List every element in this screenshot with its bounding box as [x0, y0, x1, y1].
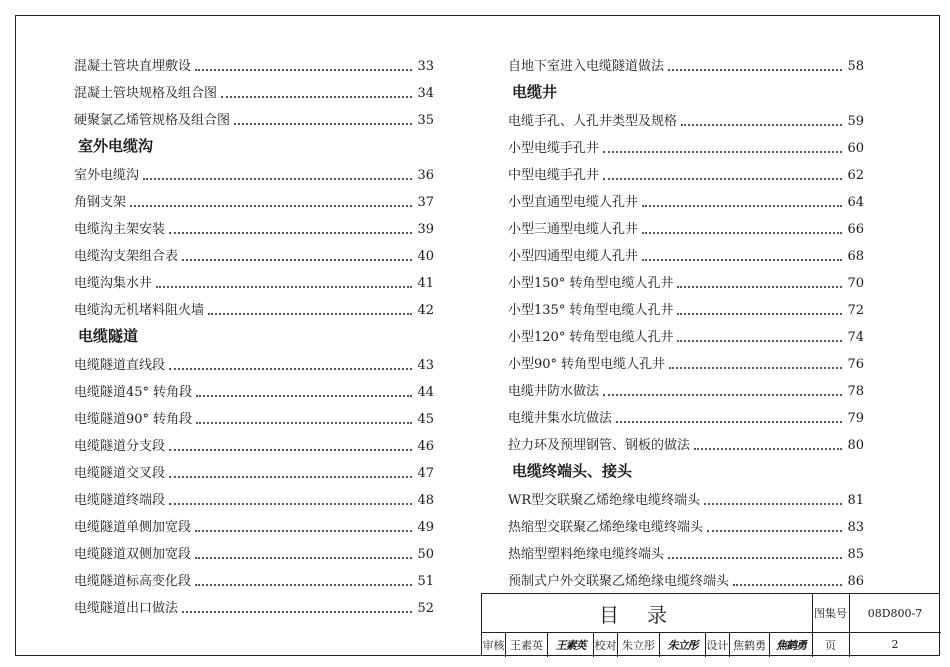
toc-entry [74, 157, 434, 184]
toc-entry-title: 电缆隧道分支段 [74, 439, 166, 454]
review-label: 审核 [482, 632, 506, 657]
dot-leader [603, 149, 842, 153]
toc-entry [508, 292, 864, 319]
toc-entry-page: 76 [847, 357, 864, 372]
toc-entry-title: 电缆手孔、人孔井类型及规格 [508, 114, 678, 129]
toc-entry [508, 400, 864, 427]
dot-leader [195, 582, 412, 586]
title-block [481, 593, 940, 656]
toc-entry [74, 102, 434, 129]
page-number: 2 [891, 638, 899, 651]
toc-entry [508, 184, 864, 211]
toc-entry-page: 70 [847, 276, 864, 291]
dot-leader [130, 203, 412, 207]
check-label: 校对 [594, 632, 618, 657]
dot-leader [195, 528, 412, 532]
toc-entry [74, 238, 434, 265]
dot-leader [196, 393, 412, 397]
dot-leader [694, 446, 842, 450]
toc-entry-title: 电缆隧道双侧加宽段 [74, 547, 192, 562]
toc-entry-title: 混凝土管块直埋敷设 [74, 59, 192, 74]
dot-leader [677, 311, 842, 315]
toc-entry [508, 157, 864, 184]
toc-entry [508, 130, 864, 157]
atlas-number-label: 图集号 [812, 594, 850, 633]
toc-entry-title: 小型120° 转角型电缆人孔井 [508, 330, 674, 345]
toc-entry-title: 预制式户外交联聚乙烯绝缘电缆终端头 [508, 574, 730, 589]
toc-entry-title: 室外电缆沟 [74, 168, 140, 183]
toc-entry-page: 44 [417, 385, 434, 400]
section-heading: 电缆终端头、接头 [512, 462, 633, 480]
dot-leader [677, 284, 842, 288]
toc-entry-page: 46 [417, 439, 434, 454]
designer-name: 焦鹤勇 [730, 632, 770, 657]
toc-entry [74, 428, 434, 455]
dot-leader [707, 528, 842, 532]
dot-leader [169, 366, 412, 370]
toc-entry-page: 39 [417, 222, 434, 237]
toc-entry-page: 79 [847, 411, 864, 426]
toc-entry-title: 电缆隧道终端段 [74, 493, 166, 508]
toc-entry [508, 103, 864, 130]
toc-entry [508, 211, 864, 238]
toc-entry-title: 小型135° 转角型电缆人孔井 [508, 303, 674, 318]
toc-entry [74, 211, 434, 238]
toc-left-column [74, 48, 434, 617]
toc-entry-page: 45 [417, 412, 434, 427]
toc-entry [508, 346, 864, 373]
toc-entry-page: 35 [417, 113, 434, 128]
section-heading: 室外电缆沟 [78, 137, 154, 155]
dot-leader [616, 419, 842, 423]
toc-entry-title: 电缆隧道出口做法 [74, 601, 179, 616]
page-label: 页 [812, 632, 850, 657]
toc-entry-title: 电缆沟支架组合表 [74, 249, 179, 264]
toc-entry-page: 62 [847, 168, 864, 183]
toc-entry-title: 小型三通型电缆人孔井 [508, 222, 639, 237]
toc-entry-title: 混凝土管块规格及组合图 [74, 86, 218, 101]
dot-leader [182, 609, 412, 613]
dot-leader [642, 230, 842, 234]
toc-entry-page: 59 [847, 114, 864, 129]
toc-entry [508, 563, 864, 590]
toc-entry [74, 48, 434, 75]
toc-entry [508, 48, 864, 75]
toc-entry-title: 小型直通型电缆人孔井 [508, 195, 639, 210]
toc-entry-page: 78 [847, 384, 864, 399]
toc-entry-page: 58 [847, 59, 864, 74]
toc-entry-title: 小型电缆手孔井 [508, 141, 600, 156]
toc-entry-title: 电缆沟集水井 [74, 276, 153, 291]
toc-entry-title: 角钢支架 [74, 195, 127, 210]
toc-entry [74, 509, 434, 536]
toc-entry [74, 184, 434, 211]
toc-entry [508, 536, 864, 563]
dot-leader [169, 501, 412, 505]
toc-entry-page: 52 [417, 601, 434, 616]
toc-entry [74, 265, 434, 292]
toc-entry [508, 482, 864, 509]
toc-entry-page: 64 [847, 195, 864, 210]
document-title: 目录 [482, 594, 813, 633]
toc-entry [74, 455, 434, 482]
dot-leader [143, 176, 412, 180]
dot-leader [169, 230, 412, 234]
toc-entry [74, 563, 434, 590]
toc-entry [74, 590, 434, 617]
signature-row [482, 632, 813, 657]
dot-leader [704, 501, 842, 505]
toc-entry [74, 292, 434, 319]
toc-entry-page: 74 [847, 330, 864, 345]
toc-entry-title: 小型90° 转角型电缆人孔井 [508, 357, 666, 372]
toc-entry-title: 中型电缆手孔井 [508, 168, 600, 183]
checker-name: 朱立彤 [618, 632, 660, 657]
toc-entry-page: 34 [417, 86, 434, 101]
dot-leader [669, 365, 842, 369]
toc-entry [74, 482, 434, 509]
dot-leader [603, 392, 842, 396]
dot-leader [221, 94, 412, 98]
toc-entry-title: WR型交联聚乙烯绝缘电缆终端头 [508, 493, 701, 508]
checker-signature: 朱立彤 [660, 632, 706, 657]
toc-entry-title: 拉力环及预埋钢管、钢板的做法 [508, 438, 691, 453]
dot-leader [182, 257, 412, 261]
toc-entry-page: 40 [417, 249, 434, 264]
toc-entry [74, 374, 434, 401]
toc-entry-title: 电缆沟主架安装 [74, 222, 166, 237]
toc-entry-page: 42 [417, 303, 434, 318]
toc-entry [74, 347, 434, 374]
toc-entry-page: 51 [417, 574, 434, 589]
toc-entry-page: 81 [847, 493, 864, 508]
toc-entry [508, 265, 864, 292]
reviewer-name: 王素英 [506, 632, 548, 657]
toc-entry [74, 75, 434, 102]
dot-leader [234, 121, 412, 125]
toc-entry-page: 68 [847, 249, 864, 264]
dot-leader [603, 176, 842, 180]
toc-entry [508, 373, 864, 400]
dot-leader [169, 474, 412, 478]
toc-entry-page: 33 [417, 59, 434, 74]
toc-right-column [508, 48, 864, 590]
toc-entry [508, 238, 864, 265]
dot-leader [677, 338, 842, 342]
toc-entry-title: 电缆沟无机堵料阻火墙 [74, 303, 205, 318]
toc-entry-page: 83 [847, 520, 864, 535]
design-label: 设计 [706, 632, 730, 657]
toc-entry-title: 热缩型交联聚乙烯绝缘电缆终端头 [508, 520, 704, 535]
dot-leader [169, 447, 412, 451]
dot-leader [156, 284, 412, 288]
dot-leader [642, 203, 842, 207]
toc-entry-title: 电缆隧道标高变化段 [74, 574, 192, 589]
toc-entry-page: 85 [847, 547, 864, 562]
dot-leader [196, 420, 412, 424]
dot-leader [208, 311, 412, 315]
dot-leader [668, 67, 842, 71]
toc-entry-title: 电缆隧道90° 转角段 [74, 412, 193, 427]
toc-entry-title: 电缆隧道45° 转角段 [74, 385, 193, 400]
toc-entry [508, 319, 864, 346]
dot-leader [681, 122, 842, 126]
toc-entry-page: 48 [417, 493, 434, 508]
dot-leader [668, 555, 842, 559]
atlas-number-value: 08D800-7 [849, 594, 941, 633]
toc-entry-page: 36 [417, 168, 434, 183]
toc-entry-page: 72 [847, 303, 864, 318]
toc-entry-page: 37 [417, 195, 434, 210]
toc-entry-page: 43 [417, 358, 434, 373]
toc-entry-title: 小型四通型电缆人孔井 [508, 249, 639, 264]
toc-entry [74, 401, 434, 428]
toc-entry [508, 509, 864, 536]
toc-entry-title: 热缩型塑料绝缘电缆终端头 [508, 547, 665, 562]
section-heading: 电缆隧道 [78, 327, 139, 345]
toc-entry-page: 66 [847, 222, 864, 237]
toc-entry-title: 自地下室进入电缆隧道做法 [508, 59, 665, 74]
dot-leader [195, 67, 412, 71]
dot-leader [642, 257, 842, 261]
toc-entry-page: 49 [417, 520, 434, 535]
toc-entry [74, 536, 434, 563]
toc-entry-page: 86 [847, 574, 864, 589]
toc-entry-title: 电缆井集水坑做法 [508, 411, 613, 426]
toc-entry [508, 427, 864, 454]
toc-entry-title: 硬聚氯乙烯管规格及组合图 [74, 113, 231, 128]
toc-entry-title: 电缆隧道单侧加宽段 [74, 520, 192, 535]
toc-entry-title: 小型150° 转角型电缆人孔井 [508, 276, 674, 291]
toc-entry-page: 60 [847, 141, 864, 156]
section-heading: 电缆井 [512, 83, 558, 101]
toc-entry-page: 47 [417, 466, 434, 481]
designer-signature: 焦鹤勇 [776, 638, 806, 652]
toc-entry-title: 电缆隧道交叉段 [74, 466, 166, 481]
reviewer-signature: 王素英 [548, 632, 594, 657]
dot-leader [733, 582, 842, 586]
toc-entry-page: 41 [417, 276, 434, 291]
toc-entry-title: 电缆隧道直线段 [74, 358, 166, 373]
toc-entry-page: 50 [417, 547, 434, 562]
toc-entry-page: 80 [847, 438, 864, 453]
dot-leader [195, 555, 412, 559]
toc-entry-title: 电缆井防水做法 [508, 384, 600, 399]
